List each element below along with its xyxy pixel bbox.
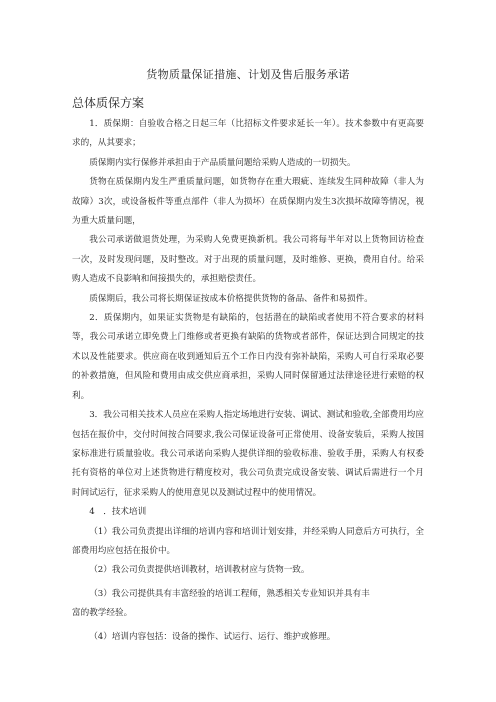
paragraph-training-plan: （1）我公司负责提出详细的培训内容和培训计划安排，并经采购人同意后方可执行，全部费用均应包括在报价中。 bbox=[72, 526, 424, 556]
paragraph-major-quality-issue: 货物在质保期内发生严重质量问题，如货物存在重大瑕疵、连续发生同种故障（非人为故障）3次，或设备板件等重点部件（非人为损坏）在质保期内发生3次损坏故障等情况，视为重大质量问题， bbox=[72, 177, 424, 227]
section-heading: 总体质保方案 bbox=[72, 96, 145, 110]
paragraph-training-heading: 4 ．技术培训 bbox=[89, 507, 147, 518]
paragraph-installation-acceptance: 3．我公司相关技术人员应在采购人指定场地进行安装、调试、测试和验收,全部费用均应包括在报价中，交付时间按合同要求,我公司保证设备可正常使用、设备安装后，采购人按国家标准进行质量验收。我公司承诺向采购人提供详细的验收标准、验收手册，采购人有权委托有资格的单位对上述货物进行精度校对，我公司负责完成设备安装、调试后需进行一个月时间试运行，征求采购人的使用意见以及测试过程中的使用情况。 bbox=[72, 410, 424, 498]
paragraph-training-engineer-cont: 富的教学经验。 bbox=[72, 608, 133, 619]
paragraph-warranty-period: 1．质保期：自验收合格之日起三年（比招标文件要求延长一年）。技术参数中有更高要求的，从其要求； bbox=[72, 119, 424, 149]
paragraph-warranty-repair: 质保期内实行保修并承担由于产品质量问题给采购人造成的一切损失。 bbox=[89, 157, 356, 168]
paragraph-defect-handling: 2．质保期内，如果证实货物是有缺陷的，包括潜在的缺陷或者使用不符合要求的材料等，我公司承诺立即免费上门维修或者更换有缺陷的货物或者部件，保证达到合同规定的技术以及性能要求。供应商在收到通知后五个工作日内没有弥补缺陷，采购人可自行采取必要的补救措施，但风险和费用由成交供应商承担，采购人同时保留通过法律途径进行索赔的权利。 bbox=[72, 313, 424, 401]
paragraph-training-engineer: （3）我公司提供具有丰富经验的培训工程师，熟悉相关专业知识并具有丰 bbox=[89, 588, 370, 599]
document-title: 货物质量保证措施、计划及售后服务承诺 bbox=[146, 68, 350, 81]
paragraph-training-materials: （2）我公司负责提供培训教材，培训教材应与货物一致。 bbox=[89, 565, 310, 576]
paragraph-post-warranty: 质保期后，我公司将长期保证按成本价格提供货物的备品、备件和易损件。 bbox=[89, 293, 373, 304]
paragraph-return-commitment: 我公司承诺做退货处理，为采购人免费更换新机。我公司将每半年对以上货物回访检查一次，及时发现问题，及时整改。对于出现的质量问题，及时维修、更换，费用自付。给采购人造成不良影响和间接损失的，承担赔偿责任。 bbox=[72, 235, 424, 285]
paragraph-training-content: （4）培训内容包括：设备的操作、试运行、运行、维护或修理。 bbox=[89, 631, 336, 642]
document-body bbox=[72, 115, 424, 647]
